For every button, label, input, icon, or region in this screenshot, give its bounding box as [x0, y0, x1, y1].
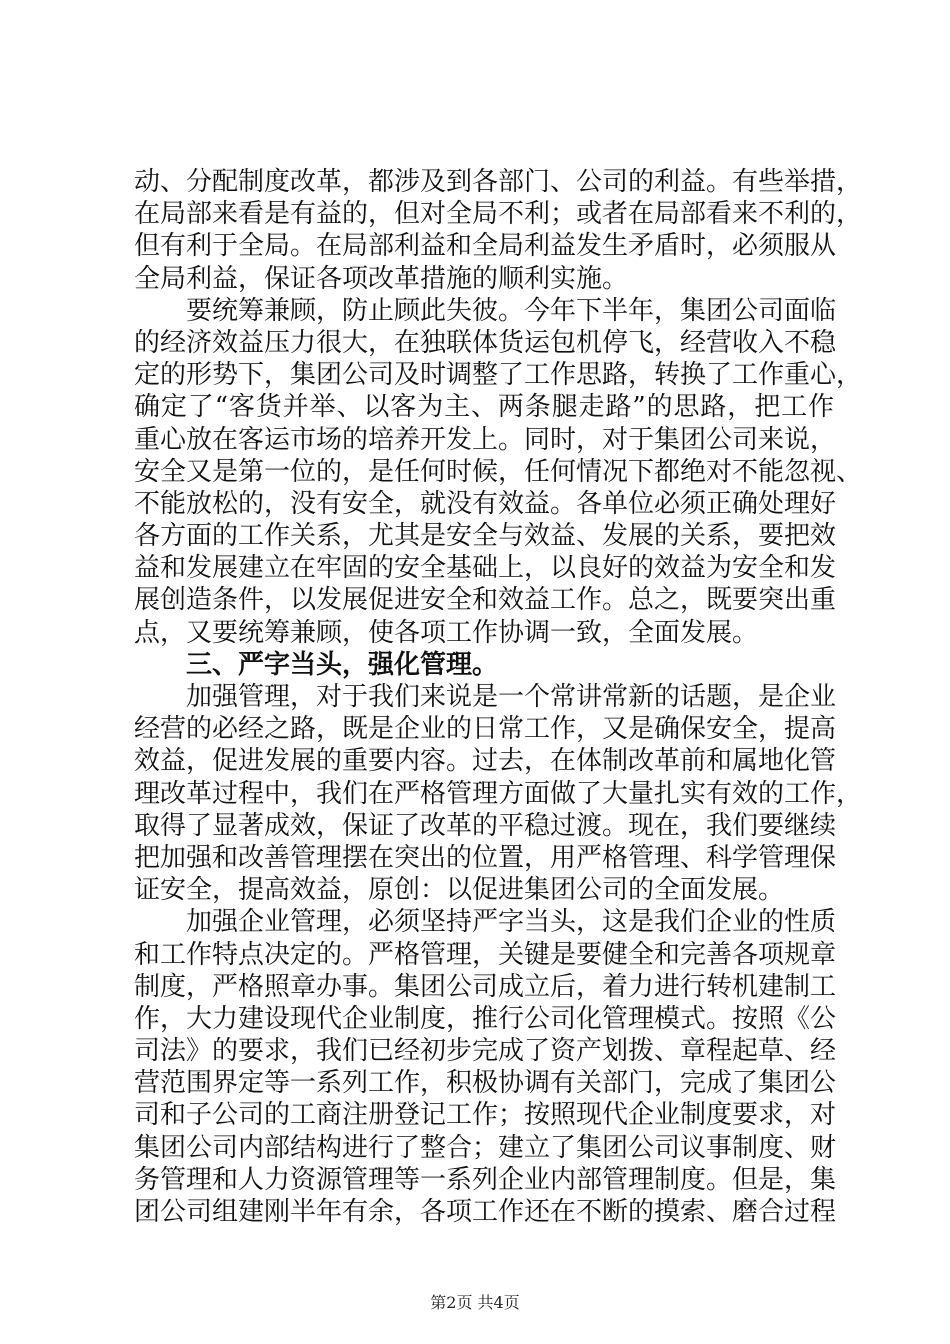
text-line: 证安全，提高效益，原创：以促进集团公司的全面发展。 [134, 875, 785, 906]
paragraph-first-line: 加强管理，对于我们来说是一个常讲常新的话题，是企业 [186, 682, 837, 712]
text-line: 益和发展建立在牢固的安全基础上，以良好的效益为安全和发 [134, 553, 837, 584]
page-footer: 第2页 共4页 [430, 1293, 520, 1312]
paragraph-first-line: 加强企业管理，必须坚持严字当头，这是我们企业的性质 [186, 907, 837, 938]
document-body [134, 166, 863, 1228]
text-line: 集团公司内部结构进行了整合；建立了集团公司议事制度、财 [134, 1132, 837, 1163]
text-line: 各方面的工作关系，尤其是安全与效益、发展的关系，要把效 [134, 521, 837, 552]
text-line: 全局利益，保证各项改革措施的顺利实施。 [134, 263, 629, 294]
text-line: 效益，促进发展的重要内容。过去，在体制改革前和属地化管 [134, 746, 837, 777]
text-line: 但有利于全局。在局部利益和全局利益发生矛盾时，必须服从 [134, 231, 837, 262]
text-line: 点，又要统筹兼顾，使各项工作协调一致，全面发展。 [134, 617, 759, 648]
text-line: 不能放松的，没有安全，就没有效益。各单位必须正确处理好 [134, 488, 837, 519]
text-line: 司和子公司的工商注册登记工作；按照现代企业制度要求，对 [134, 1100, 837, 1131]
text-line: 的经济效益压力很大，在独联体货运包机停飞，经营收入不稳 [134, 327, 837, 358]
text-line: 定的形势下，集团公司及时调整了工作思路，转换了工作重心， [134, 360, 863, 391]
text-line: 安全又是第一位的，是任何时候，任何情况下都绝对不能忽视、 [134, 456, 863, 487]
text-line: 理改革过程中，我们在严格管理方面做了大量扎实有效的工作， [134, 778, 863, 809]
text-line: 确定了“客货并举、以客为主、两条腿走路”的思路，把工作 [134, 392, 834, 423]
text-line: 取得了显著成效，保证了改革的平稳过渡。现在，我们要继续 [134, 810, 837, 841]
text-line: 作，大力建设现代企业制度，推行公司化管理模式。按照《公 [134, 1003, 837, 1034]
text-line: 在局部来看是有益的，但对全局不利；或者在局部看来不利的， [134, 199, 863, 230]
text-line: 营范围界定等一系列工作，积极协调有关部门，完成了集团公 [134, 1068, 837, 1099]
text-line: 务管理和人力资源管理等一系列企业内部管理制度。但是，集 [134, 1164, 837, 1195]
text-line: 经营的必经之路，既是企业的日常工作，又是确保安全，提高 [134, 714, 837, 745]
paragraph-first-line: 要统筹兼顾，防止顾此失彼。今年下半年，集团公司面临 [186, 295, 837, 326]
text-line: 和工作特点决定的。严格管理，关键是要健全和完善各项规章 [134, 939, 837, 970]
text-line: 司法》的要求，我们已经初步完成了资产划拨、章程起草、经 [134, 1036, 837, 1067]
text-line: 把加强和改善管理摆在突出的位置，用严格管理、科学管理保 [134, 842, 837, 873]
text-line: 制度，严格照章办事。集团公司成立后，着力进行转机建制工 [134, 971, 837, 1002]
text-line: 重心放在客运市场的培养开发上。同时，对于集团公司来说， [134, 424, 837, 455]
text-line: 展创造条件，以发展促进安全和效益工作。总之，既要突出重 [134, 585, 837, 616]
section-heading: 三、严字当头，强化管理。 [186, 649, 499, 680]
text-line: 团公司组建刚半年有余，各项工作还在不断的摸索、磨合过程 [134, 1197, 837, 1227]
text-line: 动、分配制度改革，都涉及到各部门、公司的利益。有些举措， [134, 167, 863, 197]
